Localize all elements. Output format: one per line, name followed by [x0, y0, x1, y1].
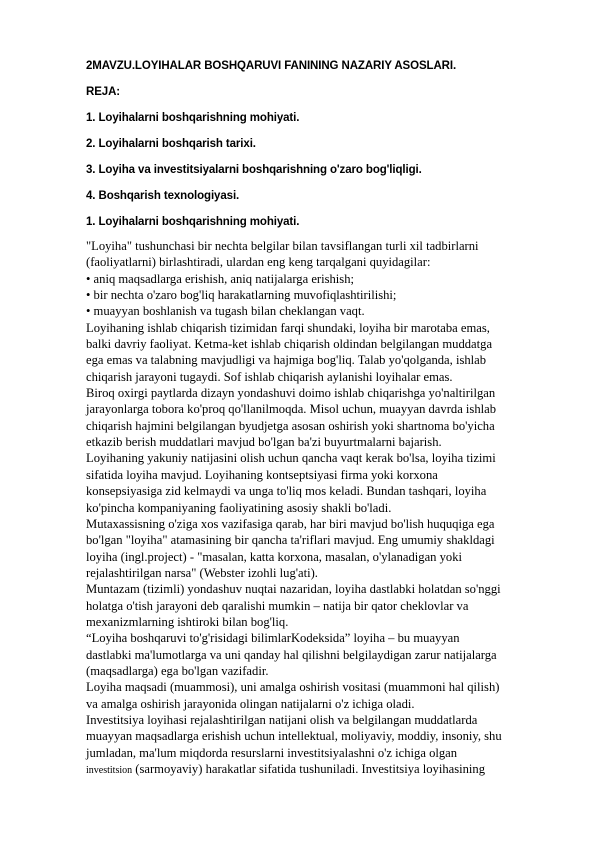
body-text [86, 238, 556, 777]
body-line: Biroq oxirgi paytlarda dizayn yondashuvi doimo ishlab chiqarishga yo'naltirilgan [86, 386, 496, 401]
body-line: rejalashtirilgan narsa" (Webster izohli lug'ati). [86, 565, 318, 580]
body-line: sifatida loyiha mavjud. Loyihaning kontseptsiyasi firma yoki korxona [86, 467, 438, 482]
body-line: ega emas va talabning mavjudligi va hajmiga bog'liq. Talab yo'qolganda, ishlab [86, 353, 487, 368]
body-line: chiqarish hajmini belgilangan byudjetga asosan oshirish yoki shartnoma bo'yicha [86, 418, 495, 433]
plan-item-1: 1. Loyihalarni boshqarishning mohiyati. [86, 112, 300, 124]
body-line: • bir nechta o'zaro bog'liq harakatlarning muvofiqlashtirilishi; [86, 288, 397, 303]
body-line: etkazib berish muddatlari mavjud bo'lgan ba'zi buyurtmalarni bajarish. [86, 435, 442, 450]
plan-item-4: 4. Boshqarish texnologiyasi. [86, 190, 240, 202]
body-line: konsepsiyasiga zid kelmaydi va unga to'liq mos keladi. Bundan tashqari, loyiha [86, 484, 487, 499]
body-line: (faoliyatlarni) birlashtiradi, ulardan eng keng tarqalgani quyidagilar: [86, 255, 431, 270]
body-line: ko'pincha kompaniyaning faoliyatining asosiy shakli bo'ladi. [86, 500, 392, 515]
body-line: bo'lgan "loyiha" atamasining bir qancha ta'riflari mavjud. Eng umumiy shakldagi [86, 533, 495, 548]
body-line: chiqarish jarayoni tugaydi. Sof ishlab chiqarish aylanishi loyihalar emas. [86, 369, 453, 384]
body-line: (maqsadlarga) ega bo'lgan vazifadir. [86, 663, 269, 678]
section-heading: 1. Loyihalarni boshqarishning mohiyati. [86, 216, 300, 228]
body-line: Muntazam (tizimli) yondashuv nuqtai nazaridan, loyiha dastlabki holatdan so'nggi [86, 582, 501, 597]
plan-item-3: 3. Loyiha va investitsiyalarni boshqarishning o'zaro bog'liqligi. [86, 164, 422, 176]
body-line: • aniq maqsadlarga erishish, aniq natijalarga erishish; [86, 271, 354, 286]
document-title: 2MAVZU.LOYIHALAR BOSHQARUVI FANINING NAZARIY ASOSLARI. [86, 60, 457, 72]
body-line: balki davriy faoliyat. Ketma-ket ishlab chiqarish oldindan belgilangan muddatga [86, 337, 493, 352]
body-line: Investitsiya loyihasi rejalashtirilgan natijani olish va belgilangan muddatlarda [86, 712, 478, 727]
body-line-small-word: investitsion [86, 765, 133, 776]
body-line: • muayyan boshlanish va tugash bilan cheklangan vaqt. [86, 304, 365, 319]
body-line: jumladan, ma'lum miqdorda resurslarni investitsiyalashni o'z ichiga olgan [86, 745, 458, 760]
body-line: mexanizmlarning ishtiroki bilan bog'liq. [86, 614, 289, 629]
body-line: Loyihaning yakuniy natijasini olish uchun qancha vaqt kerak bo'lsa, loyiha tizimi [86, 451, 496, 466]
body-line: jarayonlarga tobora ko'proq qo'llanilmoqda. Misol uchun, muayyan davrda ishlab [86, 402, 497, 417]
body-line: loyiha (ingl.project) - "masalan, katta korxona, masalan, o'ylanadigan yoki [86, 549, 463, 564]
body-line: va amalga oshirish jarayonida olingan natijalarni o'z ichiga oladi. [86, 696, 415, 711]
body-line: dastlabki ma'lumotlarga va uni qanday hal qilishni belgilaydigan zarur natijalarga [86, 647, 497, 662]
body-line: "Loyiha" tushunchasi bir nechta belgilar bilan tavsiflangan turli xil tadbirlarni [86, 239, 479, 253]
body-line: Loyihaning ishlab chiqarish tizimidan farqi shundaki, loyiha bir marotaba emas, [86, 320, 490, 335]
plan-item-2: 2. Loyihalarni boshqarish tarixi. [86, 138, 256, 150]
body-line: Loyiha maqsadi (muammosi), uni amalga oshirish vositasi (muammoni hal qilish) [86, 680, 500, 695]
body-line: “Loyiha boshqaruvi to'g'risidagi bilimlarKodeksida” loyiha – bu muayyan [86, 631, 460, 646]
body-line-rest: (sarmoyaviy) harakatlar sifatida tushuniladi. Investitsiya loyihasining [132, 762, 486, 776]
body-line: muayyan maqsadlarga erishish uchun intellektual, moliyaviy, moddiy, insoniy, shu [86, 729, 502, 744]
body-line: holatga o'tish jarayoni deb qaralishi mumkin – natija bir qator cheklovlar va [86, 598, 469, 613]
plan-label: REJA: [86, 86, 121, 98]
body-line [86, 761, 556, 777]
body-line: Mutaxassisning o'ziga xos vazifasiga qarab, har biri mavjud bo'lish huquqiga ega [86, 516, 495, 531]
